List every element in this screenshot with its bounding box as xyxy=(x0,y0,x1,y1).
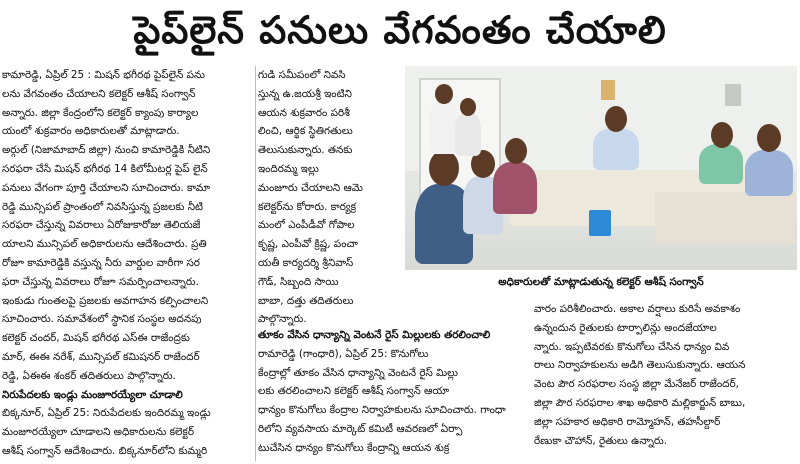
text-line: టుచేసిన ధాన్యం కొనుగోలు కేంద్రాన్ని ఆయన శుక్ర xyxy=(258,441,450,454)
text-line: రోజూ కామారెడ్డికి వస్తున్న నీరు వార్డుల వారీగా సర xyxy=(2,256,200,269)
text-line: జిల్లా పౌర సరఫరాల శాఖ అధికారి మల్లికార్జున్ బాబు, xyxy=(534,396,746,409)
article-column-3 xyxy=(258,326,530,458)
photo-person xyxy=(699,144,743,184)
text-line: ఆశీష్ సంగ్వాన్ ఆదేశించారు. బిక్కనూర్‌లోని కుమ్మరి xyxy=(2,444,208,457)
subheading: నిరుపేదలకు ఇండ్లు మంజూరయ్యేలా చూడాలి xyxy=(2,388,183,401)
text-line: కామారెడ్డి, ఏప్రిల్ 25 : మిషన్ భగీరథ పైప్‌లైన్ పను xyxy=(2,69,205,81)
photo-person xyxy=(455,112,481,156)
article-column-4 xyxy=(534,300,798,450)
photo-person xyxy=(593,128,639,170)
photo-person-head xyxy=(757,124,781,152)
text-line: వారం పరిశీలించారు. అకాల వర్షాలు కురిసే అవకాశం xyxy=(534,303,741,315)
text-line: గుడి సమీపంలో నివసి xyxy=(258,69,346,81)
photo-caption: అధికారులతో మాట్లాడుతున్న కలెక్టర్ ఆశీష్ సంగ్వాన్ xyxy=(498,276,704,288)
text-line: పాల్గొన్నారు. xyxy=(258,313,307,326)
photo-wall-frame xyxy=(601,80,615,100)
article-column-2 xyxy=(258,66,403,329)
text-line: యతీ కార్యదర్శి శ్రీనివాస్ xyxy=(258,256,354,269)
text-line: పనులు వేగంగా పూర్తి చేయాలని సూచించారు. కామా xyxy=(2,181,211,194)
text-line: బిక్కనూర్, ఏప్రిల్ 25: నిరుపేదలకు ఇందిరమ్మ ఇండ్లు xyxy=(2,407,211,420)
article-column-1 xyxy=(2,66,254,461)
photo-person-head xyxy=(429,150,459,186)
text-line: రేణుకా చౌహాన్, రైతులు ఉన్నారు. xyxy=(534,434,668,447)
text-line: గౌడ్, సిబ్బంది సాయి xyxy=(258,275,339,288)
text-line: అన్నారు. జిల్లా కేంద్రంలోని కలెక్టర్ క్యాంపు కార్యాల xyxy=(2,106,199,119)
photo-person-head xyxy=(460,98,476,116)
text-line: కలెక్టర్ చందర్, మిషన్ భగీరథ ఎస్ఈ రాజేంద్రకు xyxy=(2,332,190,345)
text-line: స్తున్న ఉ.జయశ్రీ ఇంటిని xyxy=(258,87,352,100)
text-line: లకు తరలించాలని కలెక్టర్ ఆశీష్ సంగ్వాన్ ఆయా xyxy=(258,385,450,398)
column-divider xyxy=(255,66,256,461)
text-line: తెలుసుకున్నారు. తనకు xyxy=(258,144,353,157)
text-line: రామారెడ్డి (గాంధారి), ఏప్రిల్ 25: కొనుగోలు xyxy=(258,347,429,360)
text-line: యంలో శుక్రవారం అధికారులతో మాట్లాడారు. xyxy=(2,125,180,138)
text-line: బాబా, దత్తు తదితరులు xyxy=(258,294,354,307)
photo-person-head xyxy=(605,106,627,132)
text-line: రెడ్డి మున్సిపల్ ప్రాంతంలో నివసిస్తున్న ప్రజలకు నీటి xyxy=(2,200,204,213)
text-line: మార్, ఈఈ నరేశ్, మున్సిపల్ కమిషనర్ రాజేందర్ xyxy=(2,350,200,363)
text-line: మంజూరయ్యేలా చూడాలని అధికారులను కలెక్టర్ xyxy=(2,426,195,439)
text-line: రిలోని వ్యవసాయ మార్కెట్ కమిటీ ఆవరణలో ఏర్పా xyxy=(258,422,463,435)
text-line: రాలు నిర్వాహకులను అడిగి తెలుసుకున్నారు. ఆయన xyxy=(534,359,746,372)
text-line: అర్గుల్ (నిజామాబాద్ జిల్లా) నుంచి కామారెడ్డికి నీటిని xyxy=(2,144,211,157)
photo-person-head xyxy=(435,84,453,104)
photo-person-head xyxy=(505,138,527,164)
text-line: కేంద్రాల్లో తూకం వేసిన ధాన్యాన్ని వెంటనే రైస్ మిల్లు xyxy=(258,366,459,379)
photo-person xyxy=(745,150,793,196)
subheading: తూకం వేసిన ధాన్యాన్ని వెంటనే రైస్ మిల్లులకు తరలించాలి xyxy=(258,329,491,341)
photo-blue-basket xyxy=(589,210,611,236)
text-line: ఇంకుడు గుంతలపై ప్రజలకు అవగాహన కల్పించాలని xyxy=(2,294,209,307)
text-line: సూచించారు. సమావేశంలో స్థానిక సంస్థల అదనపు xyxy=(2,313,202,326)
text-line: వెంట పౌర సరఫరాల సంస్థ జిల్లా మేనేజర్ రాజేందర్, xyxy=(534,378,739,391)
text-line: ధాన్యం కొనుగోలు కేంద్రాల నిర్వాహకులను సూచించారు. గాంధా xyxy=(258,404,506,417)
text-line: కలెక్టర్‌ను కోరారు. కార్యక్ర xyxy=(258,200,357,213)
photo-person xyxy=(493,162,537,214)
text-line: లను వేగవంతం చేయాలని కలెక్టర్ ఆశీష్ సంగ్వాన్ xyxy=(2,87,196,100)
text-line: ఆయన శుక్రవారం పరిశీ xyxy=(258,106,350,119)
text-line: జిల్లా సహకార అధికారి రామ్మోహన్, తహసీల్దార్ xyxy=(534,415,721,428)
photo-side-table xyxy=(655,192,795,244)
photo-wall-sign xyxy=(725,84,741,106)
text-line: సరఫరా చేసే మిషన్ భగీరథ 14 కిలోమీటర్ల పైప్ లైన్ xyxy=(2,162,208,175)
headline: పైప్‌లైన్ పనులు వేగవంతం చేయాలి xyxy=(133,8,667,52)
text-line: యాలని మున్సిపల్ అధికారులను ఆదేశించారు. ప్రతి xyxy=(2,238,207,251)
text-line: న్నారు. ఇప్పటివరకు కొనుగోలు చేసిన ధాన్యం వివ xyxy=(534,340,730,353)
text-line: మంలో ఎంపీడీవో గోపాల xyxy=(258,219,355,232)
text-line: మంజూరు చేయాలని ఆమె xyxy=(258,181,363,194)
text-line: ఇందిరమ్మ ఇల్లు xyxy=(258,162,319,175)
text-line: కృష్ణ, ఎంపీవో క్రిష్ణ, పంచా xyxy=(258,238,358,251)
text-line: ఉన్నందున రైతులకు టార్పాలిన్లు అందజేయాల xyxy=(534,321,717,334)
text-line: ఫరా చేస్తున్న వివరాలు రోజూ సమర్పించాలన్నారు. xyxy=(2,275,199,288)
text-line: లించి, ఆర్థిక స్థితిగతులు xyxy=(258,125,353,138)
meeting-photo xyxy=(405,66,797,270)
text-line: రెడ్డి, ఏఈఈ శంకర్ తదితరులు పాల్గొన్నారు. xyxy=(2,369,176,382)
photo-person-head xyxy=(711,122,733,148)
text-line: సరఫరా చేస్తున్న వివరాలు ఏరోజుకారోజు తెలియజే xyxy=(2,219,201,232)
